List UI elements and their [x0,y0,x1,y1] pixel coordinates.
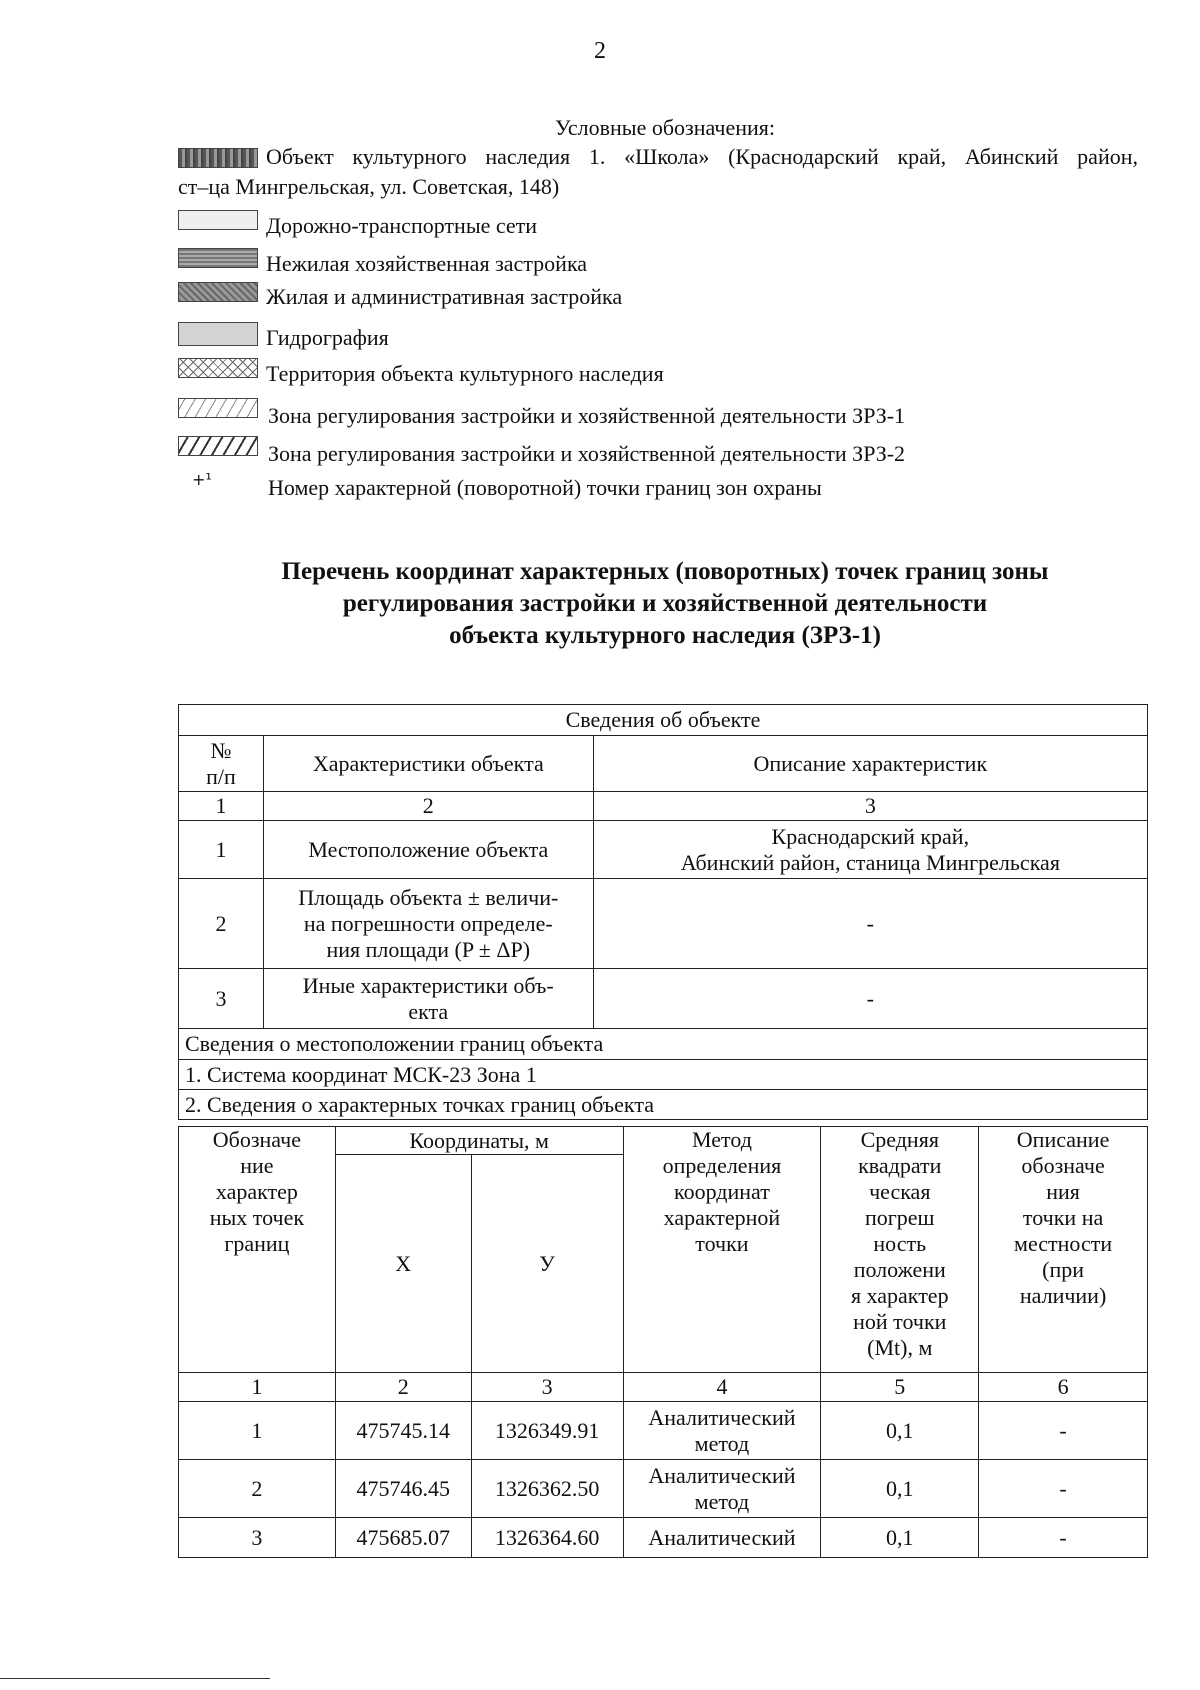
table-header-cell: Средняя квадрати ческая погреш ность положени я характер ной точки (Mt), м [821,1127,979,1373]
legend-item-nonresidential [178,246,1138,282]
object-info-table [178,704,1148,1120]
table-cell: 1 [179,1373,336,1402]
legend-item-label: Номер характерной (поворотной) точки границ зон охраны [268,475,822,500]
table-cell: Иные характеристики объ- екта [263,969,593,1029]
table-cell: 2 [179,879,264,969]
table-cell: - [593,969,1147,1029]
table-cell: Аналитический метод [623,1460,821,1518]
table-cell: 5 [821,1373,979,1402]
table-cell: Площадь объекта ± величи- на погрешности определе- ния площади (P ± ΔP) [263,879,593,969]
table-cell: 3 [593,792,1147,821]
table-cell: Краснодарский край, Абинский район, станица Мингрельская [593,821,1147,879]
legend-item-label: Зона регулирования застройки и хозяйственной деятельности ЗРЗ-1 [268,403,906,428]
table-header-cell: Обозначе ние характер ных точек границ [179,1127,336,1373]
table-row [179,879,1148,969]
table-cell: 1326349.91 [471,1402,623,1460]
page-number: 2 [594,38,606,64]
table-header-cell: Сведения об объекте [179,705,1148,736]
table-cell: - [979,1518,1148,1558]
table-row [179,821,1148,879]
legend-item-hydrography [178,318,1138,354]
table-cell: 6 [979,1373,1148,1402]
title-line: Перечень координат характерных (поворотных) точек границ зоны [281,558,1049,585]
table-cell: 3 [179,1518,336,1558]
title-line: регулирования застройки и хозяйственной деятельности [342,590,988,617]
legend-item-label: Гидрография [266,325,389,350]
table-cell: 1326364.60 [471,1518,623,1558]
table-header-cell: Координаты, м [335,1127,623,1155]
table-header-cell: Х [335,1155,471,1373]
table-row [179,1029,1148,1060]
table-row [179,1518,1148,1558]
table-row [179,1060,1148,1090]
legend-item-label: Нежилая хозяйственная застройка [266,251,588,276]
table-row [179,1373,1148,1402]
table-cell: - [979,1402,1148,1460]
table-cell: 3 [471,1373,623,1402]
table-row [179,736,1148,792]
table-header-cell: У [471,1155,623,1373]
legend-item-label: Дорожно-транспортные сети [266,213,538,238]
table-cell: Аналитический метод [623,1402,821,1460]
residential-fill-icon [178,282,258,302]
table-cell: Местоположение объекта [263,821,593,879]
table-header-cell: Характеристики объекта [263,736,593,792]
table-cell: 475745.14 [335,1402,471,1460]
legend-item-label: Территория объекта культурного наследия [266,361,664,386]
legend-item-point-number [178,462,1138,498]
table-cell: Аналитический [623,1518,821,1558]
legend-item-label: Жилая и административная застройка [266,284,623,309]
table-cell: 3 [179,969,264,1029]
table-cell: 1326362.50 [471,1460,623,1518]
table-cell: 1 [179,821,264,879]
table-row [179,1460,1148,1518]
legend-item-roads [178,210,1138,246]
road-fill-icon [178,210,258,230]
table-cell: 0,1 [821,1460,979,1518]
table-header-cell: № п/п [179,736,264,792]
table-row [179,969,1148,1029]
table-header-cell: Описание обозначе ния точки на местности (при наличии) [979,1127,1148,1373]
table-cell: 475685.07 [335,1518,471,1558]
table-row [179,1090,1148,1120]
table-header-cell: Описание характеристик [593,736,1147,792]
legend-item-heritage-object [178,144,1138,210]
table-cell: 2 [179,1460,336,1518]
table-cell: 0,1 [821,1518,979,1558]
table-cell: 475746.45 [335,1460,471,1518]
table-cell: Сведения о местоположении границ объекта [179,1029,1148,1060]
legend-title: Условные обозначения: [554,115,776,140]
legend-item-zrz1 [178,390,1138,426]
points-table [178,1126,1148,1558]
table-cell: - [979,1460,1148,1518]
legend [178,144,1138,500]
point-marker-icon: +¹ [192,470,212,489]
zone-zrz1-hatch-icon [178,398,258,418]
document-title [200,556,1130,652]
table-row [179,792,1148,821]
table-row [179,1402,1148,1460]
table-cell: 2. Сведения о характерных точках границ объекта [179,1090,1148,1120]
table-row [179,705,1148,736]
table-cell: 2 [263,792,593,821]
zone-zrz2-hatch-icon [178,436,258,456]
table-cell: 1 [179,1402,336,1460]
water-fill-icon [178,322,258,346]
table-header-cell: Метод определения координат характерной точки [623,1127,821,1373]
legend-item-label-continuation: ст–ца Мингрельская, ул. Советская, 148) [178,174,560,199]
table-cell: 2 [335,1373,471,1402]
legend-item-label: Объект культурного наследия 1. «Школа» (Краснодарский край, Абинский район, [266,144,1138,169]
table-cell: - [593,879,1147,969]
school-fill-icon [178,148,258,168]
table-cell: 4 [623,1373,821,1402]
table-row [179,1127,1148,1155]
title-line: объекта культурного наследия (ЗРЗ-1) [449,622,881,649]
table-cell: 0,1 [821,1402,979,1460]
legend-item-zrz2 [178,426,1138,466]
table-cell: 1. Система координат МСК-23 Зона 1 [179,1060,1148,1090]
heritage-territory-hatch-icon [178,358,258,378]
legend-item-label: Зона регулирования застройки и хозяйственной деятельности ЗРЗ-2 [268,441,906,466]
nonresidential-fill-icon [178,248,258,268]
footnote-separator [0,1678,270,1679]
legend-item-residential [178,282,1138,318]
legend-item-heritage-territory [178,354,1138,390]
table-cell: 1 [179,792,264,821]
